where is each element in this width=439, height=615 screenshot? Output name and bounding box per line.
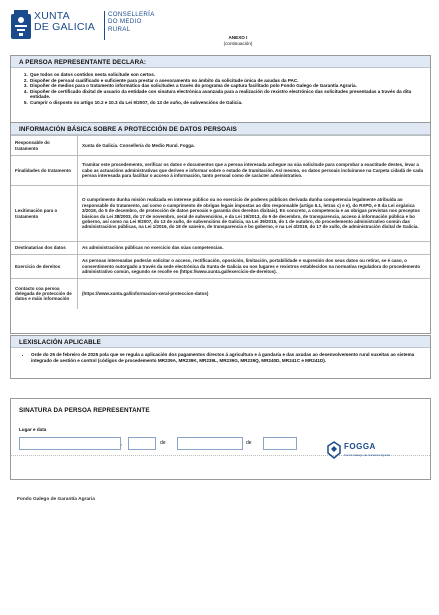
fogga-logo [320,440,416,470]
legislation-section [10,335,431,379]
comma-separator: , [121,441,123,447]
signature-title: SINATURA DA PERSOA REPRESENTANTE [11,399,430,415]
table-row [11,136,430,156]
declaration-item: 5. Cumprir o disposto no artigo 10.2 e 10.3 da Lei 9/2007, do 13 de xuño, de subvencións de Galicia. [29,100,422,106]
annex-title: ANEXO I [228,35,248,40]
year-field[interactable] [263,437,297,450]
row-content: As persoas interesadas poderán solicitar o acceso, rectificación, oposición, limitación, portabilidade e supresión dos seus datos ou retirar, se é caso, o consentimento outorgado a través da sede electrónica da Xunta de Galicia ou nos lugares e rexistros establecidos na normativa reguladora do procedemento administrativo común, segundo se recolle en (https://www.xunta.gal/exercicio-de-dereitos). [78,255,431,279]
department-name [108,11,155,33]
row-label: Lexitimación para o tratamento [11,186,78,242]
annex-heading [200,35,276,46]
declaration-item: 4. Dispoñer de certificado dixital de usuario da entidade con sinatura electrónica avanzada para a realización do rexistro electrónico das solicitudes presentadas a través da dita entidade. [29,89,422,100]
fogga-subtitle: Fondo Galego de Garantía Agraria [344,453,391,457]
table-row [11,186,430,242]
table-row [11,279,430,309]
month-field[interactable] [177,437,243,450]
row-content: Tramitar este procedemento, verificar os datos e documentos que a persoa interesada achegue na súa solicitude para comprobar a exactitude destes, levar a cabo as actuacións administrativas que deriven e informar sobre o estado de tramitación. Así mesmo, os datos persoais incluiranse na Carpeta cidadá de cada persoa interesada para facilitar o acceso á información, tanto persoal como de carácter administrativo. [78,156,431,186]
declaration-item: 1. Que todos os datos contidos nesta solicitude son certos. [29,72,422,78]
galicia-emblem-icon [10,10,32,40]
place-field[interactable] [19,437,121,450]
declaration-title: A PERSOA REPRESENTANTE DECLARA: [11,56,430,68]
row-label: Responsable do tratamento [11,136,78,156]
table-row [11,255,430,279]
row-label: Destinatarias dos datos [11,242,78,255]
declaration-list [11,68,430,106]
data-protection-table [11,135,430,309]
dept-line3: RURAL [108,25,131,33]
row-content: O cumprimento dunha misión realizada en interese público ou no exercicio de poderes públicos derivada dunha competencia legalmente atribuída ao responsable do tratamento, así como o cumprimento de obrigas legais impostas ao dito responsable (artigo 6.1, letras c) e e), do RXPD, e 8 da Lei orgánica 3/2018, do 5 de decembro, de protección de datos persoais e garantía dos dereitos dixitais). En concreto, a competencia e as obrigas previstas nos preceptos básicos da Lei 38/2003, do 17 de novembro, xeral de subvencións, e da Lei 19/2013, do 9 de decembro, de transparencia, acceso á información pública e bo goberno, así como na Lei 9/2007, do 13 de xuño, de subvencións de Galicia, na Lei 39/2015, do 1 de outubro, do procedemento administrativo común das administracións públicas, na Lei 1/2016, do 18 de xaneiro, de transparencia e bo goberno, e na Lei 4/2019, do 17 de xullo, de administración dixital de Galicia. [78,186,431,242]
date-separator: de [160,440,166,446]
declaration-item: 3. Dispoñer de medios para o tratamento informático das solicitudes a través do programa de captura facilitado polo Fondo Galego de Garantía Agraria. [29,83,422,89]
row-content: Xunta de Galicia. Consellería do Medio Rural. Fogga. [78,136,431,156]
day-field[interactable] [128,437,156,450]
fogga-emblem-icon [326,441,342,459]
row-label: Exercicio de dereitos [11,255,78,279]
row-content: As administracións públicas no exercicio das súas competencias. [78,242,431,255]
xunta-logo [10,10,210,42]
legislation-list [11,348,430,363]
org-line2: DE GALICIA [34,21,95,33]
declaration-item: 2. Dispoñer de persoal cualificado e suficiente para prestar o asesoramento no ámbito da solicitude única de axudas da PAC. [29,78,422,84]
data-protection-title: INFORMACIÓN BÁSICA SOBRE A PROTECCIÓN DE DATOS PERSOAIS [11,123,430,135]
legislation-item: • Orde do 25 de febreiro de 2025 pola que se regula a aplicación dos pagamentos directos á agricultura e á gandaría e das axudas ao desenvolvemento rural suxeitas ao sistema integrado de xestión e control (códigos de procedemento MR239A, MR239K, MR239L, MR239G, MR239Q, MR240D, MR241C e MR241D). [31,352,420,363]
legislation-title: LEXISLACIÓN APLICABLE [11,336,430,348]
logo-divider [104,11,105,40]
dept-line1: CONSELLERÍA [108,11,155,18]
org-line1: XUNTA [34,10,70,22]
org-name [34,11,95,33]
place-date-label: Lugar e data [19,427,47,432]
data-protection-section [10,122,431,334]
fogga-name: FOGGA [344,442,376,451]
annex-subtitle: (continuación) [223,40,253,46]
date-separator: de [246,440,252,446]
row-content: (https://www.xunta.gal/informacion-xeral-proteccion-datos) [78,279,431,309]
dept-line2: DO MEDIO [108,18,142,26]
row-label: Finalidades do tratamento [11,156,78,186]
table-row [11,242,430,255]
table-row [11,156,430,186]
row-label: Contacto coa persoa delegada de protección de datos e máis información [11,279,78,309]
footer-text: Fondo Galego de Garantía Agraria [17,497,95,502]
